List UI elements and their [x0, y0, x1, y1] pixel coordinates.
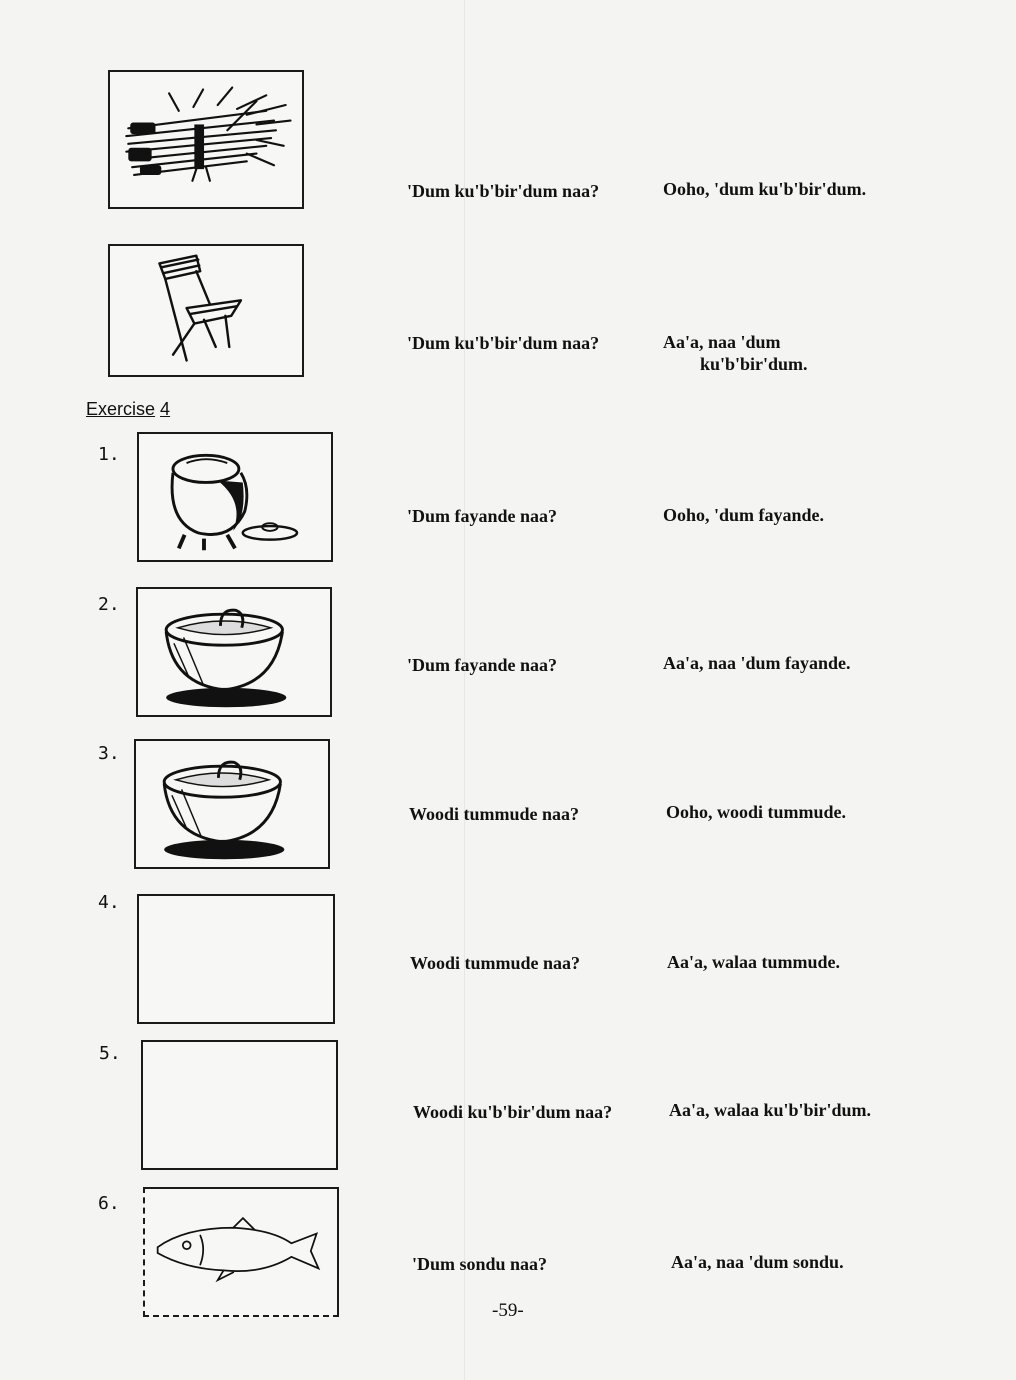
answer-text: Aa'a, naa 'dum sondu. — [671, 1252, 844, 1272]
fish-illustration — [143, 1187, 339, 1317]
answer-text: Aa'a, naa 'dum — [663, 332, 781, 352]
question-text: 'Dum ku'b'bir'dum naa? — [407, 181, 600, 201]
answer-text: Aa'a, naa 'dum fayande. — [663, 653, 851, 673]
answer-text: Ooho, woodi tummude. — [666, 802, 847, 822]
item-number: 4. — [98, 892, 120, 913]
food-bowl-icon — [136, 741, 328, 867]
chair-illustration — [108, 244, 304, 377]
firewood-illustration — [108, 70, 304, 209]
exercise-number: 4 — [160, 399, 171, 419]
fish-icon — [145, 1189, 337, 1315]
answer-text: Aa'a, walaa ku'b'bir'dum. — [669, 1100, 872, 1120]
food-bowl-icon — [138, 589, 330, 715]
pot-illustration — [137, 432, 333, 562]
answer-text: Ooho, 'dum ku'b'bir'dum. — [663, 179, 867, 199]
cooking-pot-icon — [139, 434, 331, 560]
exercise-label: Exercise — [86, 399, 156, 419]
question-text: Woodi tummude naa? — [409, 804, 580, 824]
item-number: 2. — [98, 594, 120, 615]
question-text: 'Dum fayande naa? — [407, 506, 558, 526]
firewood-icon — [110, 72, 302, 207]
folding-chair-icon — [110, 246, 302, 375]
bowl-illustration — [136, 587, 332, 717]
item-number: 3. — [98, 743, 120, 764]
exercise-heading — [86, 399, 170, 420]
page-fold — [464, 0, 465, 1380]
empty-frame — [137, 894, 335, 1024]
question-text: 'Dum ku'b'bir'dum naa? — [407, 333, 600, 353]
question-text: Woodi tummude naa? — [410, 953, 581, 973]
question-text: 'Dum sondu naa? — [412, 1254, 548, 1274]
answer-text: ku'b'bir'dum. — [700, 354, 808, 374]
question-text: Woodi ku'b'bir'dum naa? — [413, 1102, 613, 1122]
question-text: 'Dum fayande naa? — [407, 655, 558, 675]
item-number: 5. — [99, 1043, 121, 1064]
empty-frame — [141, 1040, 338, 1170]
answer-text: Ooho, 'dum fayande. — [663, 505, 825, 525]
page-number: -59- — [492, 1300, 524, 1321]
bowl-illustration — [134, 739, 330, 869]
item-number: 6. — [98, 1193, 120, 1214]
item-number: 1. — [98, 444, 120, 465]
answer-text: Aa'a, walaa tummude. — [667, 952, 841, 972]
